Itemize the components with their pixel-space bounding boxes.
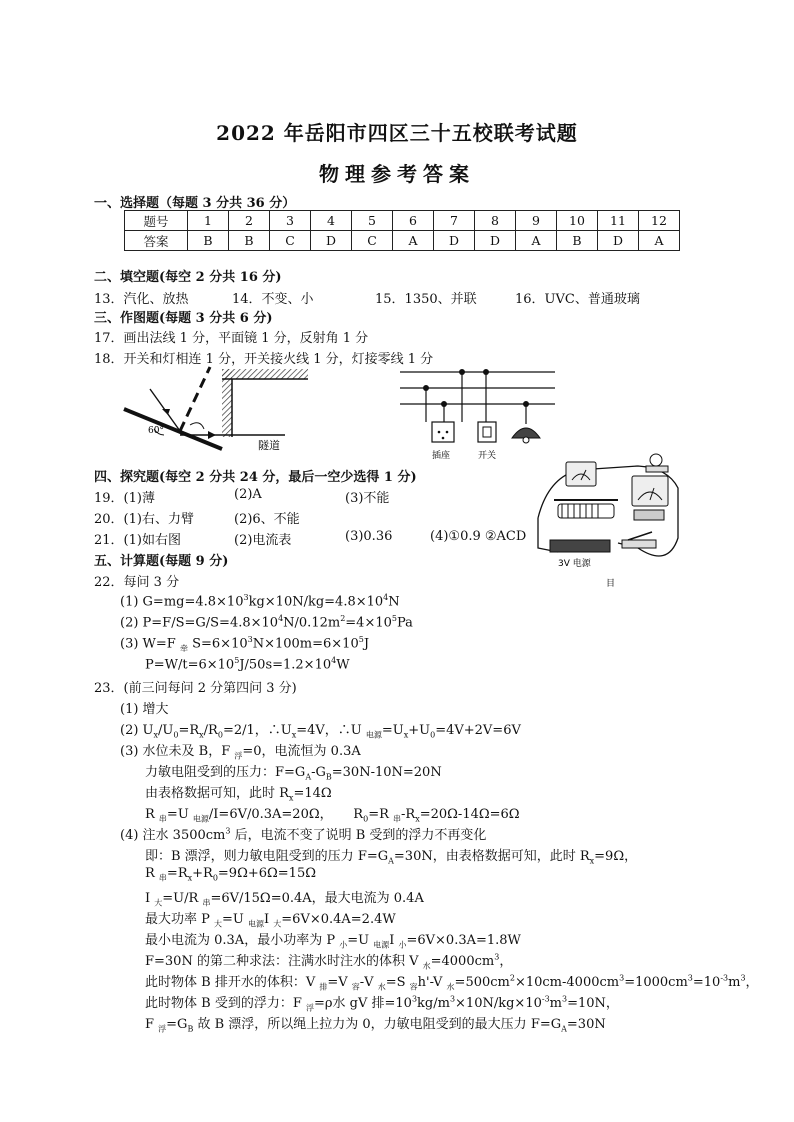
table-cell: 2 — [229, 211, 270, 231]
power-label: 3V 电源 — [558, 559, 591, 569]
answer-14: 14．不变、小 — [232, 292, 314, 307]
section-heading-inquiry: 四、探究题(每空 2 分共 24 分，最后一空少选得 1 分) — [94, 470, 417, 485]
answer-16: 16．UVC、普通玻璃 — [515, 292, 640, 307]
answer-table — [124, 210, 680, 251]
normal-line — [180, 367, 210, 431]
table-cell: 9 — [516, 211, 557, 231]
table-cell: C — [270, 231, 311, 251]
table-cell: B — [229, 231, 270, 251]
table-row — [125, 231, 680, 251]
answer-21-3: (3)0.36 — [345, 529, 393, 544]
section-heading-calc: 五、计算题(每题 9 分) — [94, 554, 229, 569]
figure-mark: 目 — [606, 579, 616, 588]
table-cell: D — [598, 231, 639, 251]
answer-23-4i: 此时物体 B 受到的浮力：F $_浮$=ρ水 gV 排$=10^3kg/m^3\times 10N/kg\times 10^{-3}m^3=10N$， — [145, 994, 619, 1013]
answer-23-3b: 力敏电阻受到的压力：$F=G_A-G_B=30N-10N=20N$ — [145, 765, 442, 782]
table-cell: 6 — [393, 211, 434, 231]
answer-23-head: 23．(前三问每问 2 分第四问 3 分) — [94, 681, 297, 696]
page-title: 2022 年岳阳市四区三十五校联考试题 — [216, 121, 578, 145]
table-cell: 1 — [188, 211, 229, 231]
table-cell: 答案 — [125, 231, 188, 251]
table-cell: 5 — [352, 211, 393, 231]
answer-23-4g: F=30N 的第二种求法：注满水时注水的体积 V $_水=4000cm^3$， — [145, 952, 513, 971]
tunnel-wall-top — [222, 369, 308, 379]
answer-20-1: 20．(1)右、力臂 — [94, 512, 194, 527]
experiment-circuit-diagram — [528, 448, 688, 588]
answer-23-1: (1) 增大 — [120, 702, 169, 717]
answer-13: 13．汽化、放热 — [94, 292, 189, 307]
answer-18: 18．开关和灯相连 1 分，开关接火线 1 分，灯接零线 1 分 — [94, 352, 434, 367]
socket-label: 插座 — [432, 451, 451, 461]
voltmeter-icon — [632, 476, 668, 506]
table-cell: 8 — [475, 211, 516, 231]
angle-label: 60° — [148, 426, 164, 436]
answer-23-4h: 此时物体 B 排开水的体积：V $_排$=V $_容$-V $_水$=S $_容$h'-V $_水=500cm^2\times 10cm-4000cm^3=1000cm^3=10^{-3}m^3$， — [145, 973, 759, 992]
table-cell: B — [188, 231, 229, 251]
table-cell: D — [434, 231, 475, 251]
answer-23-4: (4) 注水 $3500cm^3$ 后，电流不变了说明 B 受到的浮力不再变化 — [120, 826, 487, 843]
table-cell: C — [352, 231, 393, 251]
table-cell: 4 — [311, 211, 352, 231]
section-heading-drawing: 三、作图题(每题 3 分共 6 分) — [94, 311, 273, 326]
section-heading-fill: 二、填空题(每空 2 分共 16 分) — [94, 270, 282, 285]
answer-21-4: (4)①0.9 ②ACD — [430, 529, 527, 544]
mirror — [124, 409, 222, 449]
answer-19-2: (2)A — [234, 487, 262, 502]
table-cell: A — [516, 231, 557, 251]
answer-23-3: (3) 水位未及 B，F $_浮$=0，电流恒为 0.3A — [120, 744, 361, 761]
section-heading-choice: 一、选择题（每题 3 分共 36 分） — [94, 196, 296, 211]
answer-22-3: (3) W=F $_牵$ $S=6\times 10^3N\times 100m=6\times 10^5J$ — [120, 635, 370, 653]
answer-22-head: 22．每问 3 分 — [94, 575, 180, 590]
answer-17: 17．画出法线 1 分，平面镜 1 分，反射角 1 分 — [94, 331, 369, 346]
table-cell: D — [475, 231, 516, 251]
answer-23-4b: 即：B 漂浮，则力敏电阻受到的压力 $F=G_A=30N$，由表格数据可知，此时 $R_x=9\Omega$， — [145, 849, 638, 866]
table-cell: D — [311, 231, 352, 251]
answer-21-1: 21．(1)如右图 — [94, 533, 181, 548]
answer-19-1: 19．(1)薄 — [94, 491, 155, 506]
answer-15: 15．1350、并联 — [375, 292, 477, 307]
answer-23-3c: 由表格数据可知，此时 $R_x=14\Omega$ — [145, 786, 332, 803]
answer-21-2: (2)电流表 — [234, 533, 292, 548]
switch-icon — [622, 540, 656, 548]
switch-label: 开关 — [478, 451, 497, 461]
answer-23-4f: 最小电流为 0.3A，最小功率为 P $_小$=U $_{电源}$I $_小$=6V×0.3A=1.8W — [145, 933, 521, 950]
table-cell: A — [393, 231, 434, 251]
switch-icon — [478, 422, 496, 442]
table-cell: 7 — [434, 211, 475, 231]
answer-19-3: (3)不能 — [345, 491, 390, 506]
answer-22-3b: $P=W/t=6\times 10^5J/50s=1.2\times 10^4W$ — [145, 656, 350, 673]
answer-23-3d: R $_串$=U $_{电源}$/I=6V/0.3A=20Ω， $R_0=R$ $_串-R_x=20\Omega-14\Omega=6\Omega$ — [145, 807, 520, 824]
answer-23-4j: F $_浮=G_B$ 故 B 漂浮，所以绳上拉力为 0，力敏电阻受到的最大压力 $F=G_A=30N$ — [145, 1017, 606, 1034]
table-row — [125, 211, 680, 231]
tunnel-label: 隧道 — [258, 439, 280, 452]
answer-22-1: (1) $G=mg=4.8\times 10^3kg\times 10N/kg=4.8\times 10^4N$ — [120, 593, 400, 610]
answer-20-2: (2)6、不能 — [234, 512, 300, 527]
answer-23-2: (2) $U_x/U_0=R_x/R_0=2/1$，$\therefore U_x=4V$，∴U $_{电源}=U_x+U_0=4V+2V=6V$ — [120, 723, 521, 740]
table-cell: 10 — [557, 211, 598, 231]
lamp-icon — [650, 454, 662, 466]
table-cell: A — [639, 231, 680, 251]
reflection-diagram — [110, 363, 310, 455]
answer-23-4e: 最大功率 P $_大$=U $_{电源}$I $_大$=6V×0.4A=2.4W — [145, 912, 396, 929]
table-cell: 11 — [598, 211, 639, 231]
answer-23-4d: I $_大$=U/R $_串$=6V/15Ω=0.4A，最大电流为 0.4A — [145, 891, 424, 908]
answer-22-2: (2) $P=F/S=G/S=4.8\times 10^4N/0.12m^2=4\times 10^5Pa$ — [120, 614, 413, 631]
table-cell: 3 — [270, 211, 311, 231]
table-cell: 题号 — [125, 211, 188, 231]
page-subtitle: 物理参考答案 — [319, 162, 475, 186]
answer-23-4c: R $_串=R_x+R_0=9\Omega+6\Omega=15\Omega$ — [145, 866, 317, 883]
battery-icon — [550, 540, 610, 552]
table-cell: B — [557, 231, 598, 251]
table-cell: 12 — [639, 211, 680, 231]
